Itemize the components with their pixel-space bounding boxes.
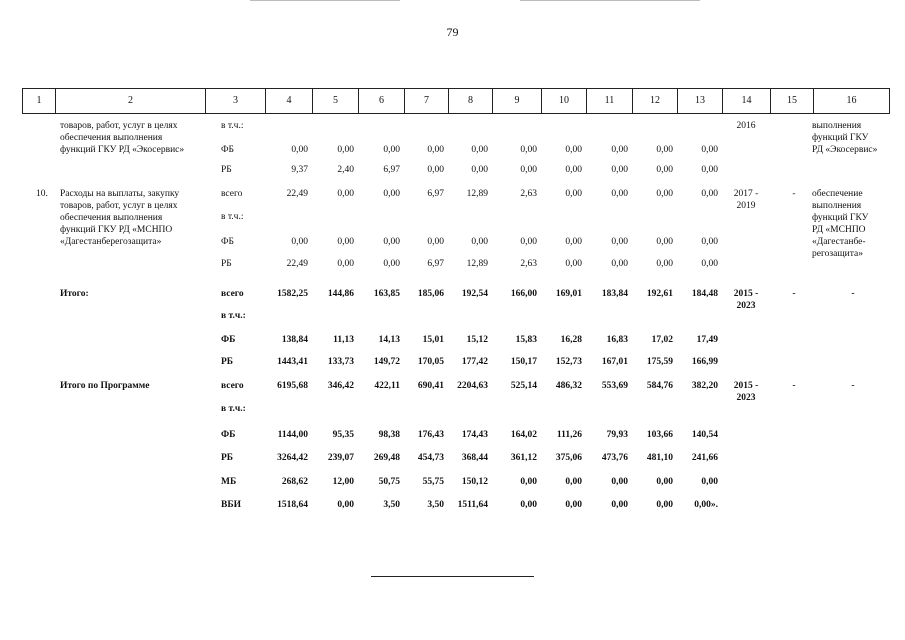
amount-cell: 0,00 [520, 237, 537, 247]
amount-cell: 0,00 [701, 189, 718, 199]
amount-cell: 2204,63 [457, 381, 488, 391]
amount-cell: 50,75 [378, 477, 400, 487]
header-col-14: 14 [722, 89, 770, 113]
period-years: 2017 - 2019 [733, 189, 759, 211]
funding-source: РБ [221, 357, 234, 367]
amount-cell: 6,97 [427, 189, 444, 199]
funding-source: ВБИ [221, 500, 242, 510]
row-description: Итого: [60, 289, 89, 299]
period-years: 2016 [736, 121, 756, 131]
funding-source: ФБ [221, 335, 236, 345]
funding-source: ФБ [221, 237, 234, 247]
amount-cell: 382,20 [691, 381, 718, 391]
amount-cell: 0,00 [701, 145, 718, 155]
amount-cell: 183,84 [601, 289, 628, 299]
amount-cell: 192,61 [646, 289, 673, 299]
amount-cell: 12,89 [466, 189, 488, 199]
amount-cell: 0,00 [565, 500, 582, 510]
funding-source: всего [221, 381, 244, 391]
amount-cell: 584,76 [646, 381, 673, 391]
amount-cell: 163,85 [373, 289, 400, 299]
amount-cell: 12,00 [332, 477, 354, 487]
amount-cell: 0,00 [291, 145, 308, 155]
footnote-separator [371, 576, 534, 577]
amount-cell: 16,83 [606, 335, 628, 345]
expected-result: - [851, 381, 855, 391]
amount-cell: 0,00 [611, 477, 628, 487]
header-col-10: 10 [541, 89, 586, 113]
funding-source: в т.ч.: [221, 121, 244, 131]
amount-cell: 144,86 [327, 289, 354, 299]
amount-cell: 239,07 [327, 453, 354, 463]
amount-cell: 0,00 [656, 189, 673, 199]
amount-cell: 103,66 [646, 430, 673, 440]
amount-cell: 0,00 [656, 259, 673, 269]
page-number: 79 [446, 25, 459, 39]
amount-cell: 2,40 [337, 165, 354, 175]
amount-cell: 1443,41 [277, 357, 308, 367]
amount-cell: 422,11 [374, 381, 400, 391]
table-header-row [22, 88, 890, 114]
amount-cell: 0,00 [611, 165, 628, 175]
col15-dash: - [792, 289, 796, 299]
amount-cell: 0,00 [656, 165, 673, 175]
amount-cell: 1511,64 [457, 500, 488, 510]
amount-cell: 17,02 [651, 335, 673, 345]
amount-cell: 346,42 [327, 381, 354, 391]
amount-cell: 0,00 [565, 477, 582, 487]
amount-cell: 0,00 [565, 237, 582, 247]
funding-source: ФБ [221, 430, 236, 440]
row-number: 10. [36, 189, 48, 199]
amount-cell: 0,00 [383, 237, 400, 247]
amount-cell: 17,49 [696, 335, 718, 345]
funding-source: РБ [221, 165, 232, 175]
amount-cell: 167,01 [601, 357, 628, 367]
header-col-11: 11 [586, 89, 632, 113]
amount-cell: 0,00 [337, 500, 354, 510]
amount-cell: 375,06 [555, 453, 582, 463]
amount-cell: 0,00 [656, 145, 673, 155]
amount-cell: 15,83 [515, 335, 537, 345]
amount-cell: 525,14 [510, 381, 537, 391]
header-col-2: 2 [55, 89, 205, 113]
header-col-6: 6 [358, 89, 404, 113]
expected-result: выполнения функций ГКУ РД «Экосервис» [812, 121, 878, 155]
amount-cell: 170,05 [417, 357, 444, 367]
amount-cell: 473,76 [601, 453, 628, 463]
amount-cell: 241,66 [691, 453, 718, 463]
amount-cell: 12,89 [466, 259, 488, 269]
amount-cell: 690,41 [417, 381, 444, 391]
amount-cell: 0,00 [656, 500, 673, 510]
amount-cell: 0,00 [656, 477, 673, 487]
amount-cell: 0,00 [656, 237, 673, 247]
funding-source: всего [221, 189, 243, 199]
amount-cell: 0,00 [611, 500, 628, 510]
header-col-9: 9 [492, 89, 541, 113]
amount-cell: 268,62 [281, 477, 308, 487]
amount-cell: 79,93 [606, 430, 628, 440]
amount-cell: 16,28 [560, 335, 582, 345]
funding-source: РБ [221, 259, 232, 269]
amount-cell: 0,00 [565, 145, 582, 155]
amount-cell: 22,49 [286, 259, 308, 269]
amount-cell: 454,73 [417, 453, 444, 463]
funding-source: МБ [221, 477, 237, 487]
expected-result: - [851, 289, 855, 299]
header-col-16: 16 [813, 89, 890, 113]
amount-cell: 1144,00 [277, 430, 308, 440]
amount-cell: 0,00 [611, 259, 628, 269]
amount-cell: 6195,68 [277, 381, 308, 391]
funding-source: всего [221, 289, 244, 299]
amount-cell: 169,01 [555, 289, 582, 299]
amount-cell: 368,44 [461, 453, 488, 463]
amount-cell: 22,49 [286, 189, 308, 199]
amount-cell: 0,00 [471, 237, 488, 247]
amount-cell: 0,00 [383, 145, 400, 155]
header-col-8: 8 [448, 89, 492, 113]
amount-cell: 0,00 [520, 165, 537, 175]
amount-cell: 95,35 [332, 430, 354, 440]
row-description: товаров, работ, услуг в целях обеспечения выполнения функций ГКУ РД «Экосервис» [60, 121, 185, 155]
header-col-5: 5 [312, 89, 358, 113]
amount-cell: 0,00 [427, 145, 444, 155]
amount-cell: 15,12 [466, 335, 488, 345]
amount-cell: 0,00 [701, 165, 718, 175]
amount-cell: 0,00 [520, 500, 537, 510]
period-years: 2015 - 2023 [733, 381, 759, 403]
amount-cell: 0,00 [701, 259, 718, 269]
amount-cell: 486,32 [555, 381, 582, 391]
top-edge-line [520, 0, 700, 1]
amount-cell: 361,12 [510, 453, 537, 463]
amount-cell: 269,48 [373, 453, 400, 463]
amount-cell: 138,84 [281, 335, 308, 345]
amount-cell: 3,50 [383, 500, 400, 510]
amount-cell: 0,00 [337, 189, 354, 199]
amount-cell: 0,00 [520, 477, 537, 487]
amount-cell: 0,00 [383, 189, 400, 199]
header-col-13: 13 [677, 89, 722, 113]
amount-cell: 0,00 [291, 237, 308, 247]
amount-cell: 0,00 [565, 165, 582, 175]
funding-source: в т.ч.: [221, 404, 246, 414]
period-years: 2015 - 2023 [733, 289, 759, 311]
amount-cell: 0,00 [520, 145, 537, 155]
amount-cell: 1582,25 [277, 289, 308, 299]
amount-cell: 0,00 [337, 145, 354, 155]
header-col-12: 12 [632, 89, 677, 113]
amount-cell: 98,38 [378, 430, 400, 440]
amount-cell: 184,48 [691, 289, 718, 299]
amount-cell: 164,02 [510, 430, 537, 440]
header-col-1: 1 [22, 89, 55, 113]
amount-cell: 553,69 [601, 381, 628, 391]
amount-cell: 0,00 [471, 145, 488, 155]
amount-cell: 0,00 [701, 237, 718, 247]
amount-cell: 177,42 [461, 357, 488, 367]
amount-cell: 111,26 [556, 430, 582, 440]
amount-cell: 149,72 [373, 357, 400, 367]
col15-dash: - [792, 189, 796, 199]
amount-cell: 481,10 [646, 453, 673, 463]
amount-cell: 152,73 [555, 357, 582, 367]
amount-cell: 15,01 [422, 335, 444, 345]
amount-cell: 174,43 [461, 430, 488, 440]
amount-cell: 176,43 [417, 430, 444, 440]
funding-source: в т.ч.: [221, 311, 246, 321]
header-col-15: 15 [770, 89, 813, 113]
col15-dash: - [792, 381, 796, 391]
amount-cell: 0,00 [427, 165, 444, 175]
top-edge-line [250, 0, 400, 1]
header-col-3: 3 [205, 89, 265, 113]
amount-cell: 0,00 [565, 189, 582, 199]
funding-source: ФБ [221, 145, 234, 155]
amount-cell: 2,63 [520, 259, 537, 269]
amount-cell: 3,50 [427, 500, 444, 510]
amount-cell: 14,13 [378, 335, 400, 345]
header-col-7: 7 [404, 89, 448, 113]
amount-cell: 166,99 [691, 357, 718, 367]
amount-cell: 192,54 [461, 289, 488, 299]
expected-result: обеспечение выполнения функций ГКУ РД «МСНПО «Дагестанбе- регозащита» [812, 189, 869, 259]
amount-cell: 0,00 [611, 237, 628, 247]
amount-cell: 11,13 [333, 335, 354, 345]
funding-source: в т.ч.: [221, 212, 244, 222]
amount-cell: 1518,64 [277, 500, 308, 510]
amount-cell: 150,17 [510, 357, 537, 367]
funding-source: РБ [221, 453, 234, 463]
amount-cell: 0,00 [383, 259, 400, 269]
amount-cell: 0,00 [701, 477, 718, 487]
header-col-4: 4 [265, 89, 312, 113]
amount-cell: 185,06 [417, 289, 444, 299]
amount-cell: 0,00 [611, 189, 628, 199]
amount-cell: 0,00 [611, 145, 628, 155]
amount-cell: 2,63 [520, 189, 537, 199]
amount-cell: 0,00 [337, 237, 354, 247]
amount-cell: 133,73 [327, 357, 354, 367]
row-description: Расходы на выплаты, закупку товаров, работ, услуг в целях обеспечения выполнения функций ГКУ РД «МСНПО «Дагестанберегозащита» [60, 189, 180, 247]
amount-cell: 175,59 [646, 357, 673, 367]
amount-cell: 3264,42 [277, 453, 308, 463]
row-description: Итого по Программе [60, 381, 150, 391]
amount-cell: 166,00 [510, 289, 537, 299]
amount-cell: 0,00 [427, 237, 444, 247]
amount-cell: 140,54 [691, 430, 718, 440]
amount-cell: 0,00 [471, 165, 488, 175]
amount-cell: 0,00 [565, 259, 582, 269]
amount-cell: 150,12 [461, 477, 488, 487]
amount-cell: 6,97 [383, 165, 400, 175]
amount-cell: 9,37 [291, 165, 308, 175]
amount-cell: 6,97 [427, 259, 444, 269]
amount-cell: 55,75 [422, 477, 444, 487]
amount-cell: 0,00 [337, 259, 354, 269]
amount-cell: 0,00». [694, 500, 718, 510]
